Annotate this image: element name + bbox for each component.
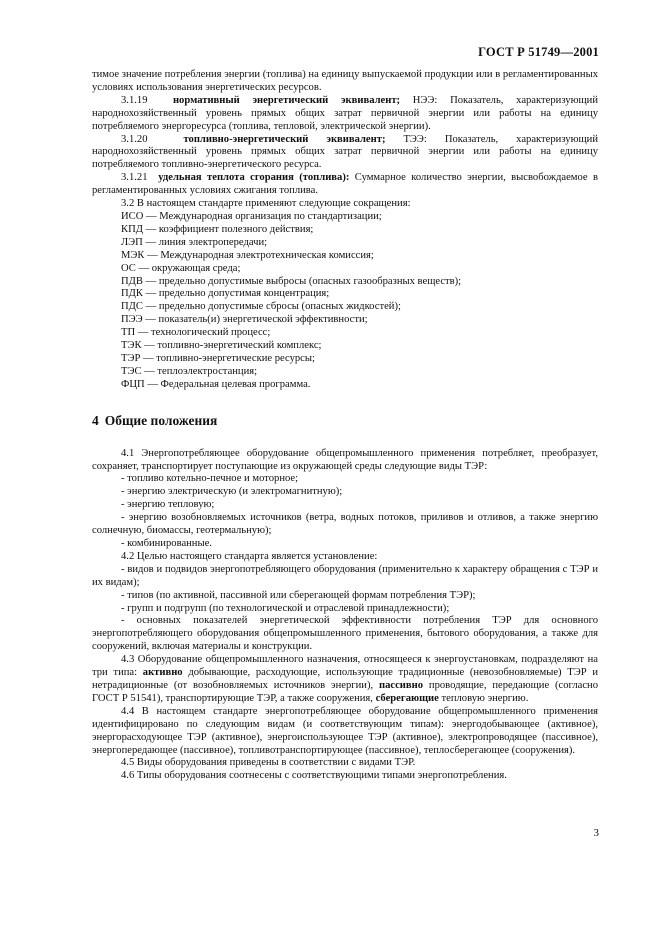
text-run: проводящие, передающие (согласно ГОСТ Р 51541), транспортирующие ТЭР, а также сооружения, bbox=[92, 679, 599, 704]
section-number: 4 bbox=[92, 412, 99, 428]
abbreviation-item: ЛЭП — линия электропередачи; bbox=[121, 236, 268, 248]
paragraph-4-3 bbox=[92, 654, 598, 706]
definition-term: удельная теплота сгорания (топлива): bbox=[158, 172, 350, 184]
abbreviation-item: ИСО — Международная организация по стандартизации; bbox=[121, 210, 382, 222]
definition-number: 3.1.21 bbox=[121, 172, 148, 184]
abbreviation-item: ТЭК — топливно-энергетический комплекс; bbox=[121, 340, 322, 352]
definition-number: 3.1.20 bbox=[121, 133, 148, 145]
section-heading bbox=[92, 413, 598, 429]
paragraph-4-4: 4.4 В настоящем стандарте энергопотребляющее оборудование общепромышленного применения идентифицировано по следующим видам (и соответствующим типам): энергодобывающее (активное), энергорасходующее ТЭР (активное), энергоиспользующее ТЭР (активное), электропроводящее (пассивное), энергопередающее (пассивное), топливотранспортирующее (пассивное), теплосберегающее (сооружения). bbox=[92, 705, 598, 756]
list-item: - типов (по активной, пассивной или сберегающей формам потребления ТЭР); bbox=[121, 589, 476, 601]
text-run: добывающие, расходующие, использующие традиционные (невозобновляемые) ТЭР и нетрадиционные (от возобновляемых источников энергии), bbox=[92, 667, 598, 691]
definition-number: 3.1.19 bbox=[121, 94, 148, 106]
definition-term: нормативный энергетический эквивалент; bbox=[172, 94, 401, 106]
abbreviation-item: ПДВ — предельно допустимые выбросы (опасных газообразных веществ); bbox=[121, 275, 462, 287]
paragraph-4-1: 4.1 Энергопотребляющее оборудование общепромышленного применения потребляет, преобразует, сохраняет, транспортирует поступающие из окружающей среды следующие виды ТЭР: bbox=[92, 447, 598, 472]
page-number: 3 bbox=[593, 827, 599, 839]
section-title: Общие положения bbox=[104, 412, 218, 428]
abbreviation-item: ПДС — предельно допустимые сбросы (опасных жидкостей); bbox=[121, 301, 401, 313]
abbreviation-item: ОС — окружающая среда; bbox=[121, 262, 241, 274]
emphasis-passive: пассивно bbox=[379, 679, 424, 691]
text-run: тепловую энергию. bbox=[438, 692, 529, 704]
emphasis-saving: сберегающие bbox=[375, 692, 439, 704]
abbreviation-item: ПЭЭ — показатель(и) энергетической эффективности; bbox=[121, 314, 368, 326]
definition-text: НЭЭ: Показатель, характеризующий народнохозяйственный уровень прямых общих затрат первичной энергии или работы на единицу потребляемого энергоресурса (топлива, тепловой, электрической энергии). bbox=[92, 94, 598, 132]
document-code: ГОСТ Р 51749—2001 bbox=[478, 45, 599, 59]
abbreviation-item: МЭК — Международная электротехническая комиссия; bbox=[121, 249, 374, 261]
definition-text: Суммарное количество энергии, высвобождаемое в регламентированных условиях сжигания топлива. bbox=[92, 172, 598, 197]
list-item: - энергию тепловую; bbox=[121, 499, 215, 511]
list-item: - видов и подвидов энергопотребляющего оборудования (применительно к характеру обращения с ТЭР и их видам); bbox=[92, 563, 598, 588]
definition-3-1-21 bbox=[92, 172, 598, 198]
abbreviation-item: ПДК — предельно допустимая концентрация; bbox=[121, 288, 330, 300]
abbreviation-item: ТЭР — топливно-энергетические ресурсы; bbox=[121, 352, 315, 364]
paragraph-continuation: тимое значение потребления энергии (топлива) на единицу выпускаемой продукции или в регламентированных условиях использования энергетических ресурсов. bbox=[92, 69, 598, 93]
abbreviations-intro: 3.2 В настоящем стандарте применяют следующие сокращения: bbox=[121, 198, 411, 210]
abbreviation-item: ФЦП — Федеральная целевая программа. bbox=[121, 378, 311, 390]
definition-term: топливно-энергетический эквивалент; bbox=[183, 133, 386, 145]
abbreviation-item: КПД — коэффициент полезного действия; bbox=[121, 223, 314, 235]
emphasis-active: активно bbox=[142, 667, 183, 679]
list-item: - основных показателей энергетической эффективности потребления ТЭР для основного энергопотребляющего оборудования общепромышленного применения, бытового оборудования, а также для сооружений, включая материалы и конструкции. bbox=[92, 615, 598, 653]
abbreviation-item: ТЭС — теплоэлектростанция; bbox=[121, 365, 258, 377]
paragraph-4-2: 4.2 Целью настоящего стандарта является установление: bbox=[121, 550, 378, 562]
list-item: - групп и подгрупп (по технологической и отраслевой принадлежности); bbox=[121, 602, 450, 614]
paragraph-4-6: 4.6 Типы оборудования соотнесены с соответствующими типами энергопотребления. bbox=[121, 770, 507, 782]
page-content bbox=[92, 69, 598, 783]
definition-3-1-19 bbox=[92, 95, 598, 134]
list-item: - топливо котельно-печное и моторное; bbox=[121, 473, 299, 485]
list-item: - энергию возобновляемых источников (ветра, водных потоков, приливов и отливов, а также энергию солнечную, биомассы, геотермальную); bbox=[92, 512, 598, 537]
definition-text: ТЭЭ: Показатель, характеризующий народнохозяйственный уровень прямых общих затрат первичной энергии или работы на единицу потребляемого топливно-энергетического ресурса. bbox=[92, 133, 599, 171]
text-run: 4.3 Оборудование общепромышленного назначения, относящееся к энергоустановкам, подразделяют на три типа: bbox=[92, 654, 598, 679]
list-item: - энергию электрическую (и электромагнитную); bbox=[121, 486, 343, 498]
definition-3-1-20 bbox=[92, 134, 598, 173]
list-item: - комбинированные. bbox=[121, 538, 212, 549]
abbreviation-item: ТП — технологический процесс; bbox=[121, 327, 271, 339]
paragraph-4-5: 4.5 Виды оборудования приведены в соответствии с видами ТЭР. bbox=[121, 757, 416, 769]
